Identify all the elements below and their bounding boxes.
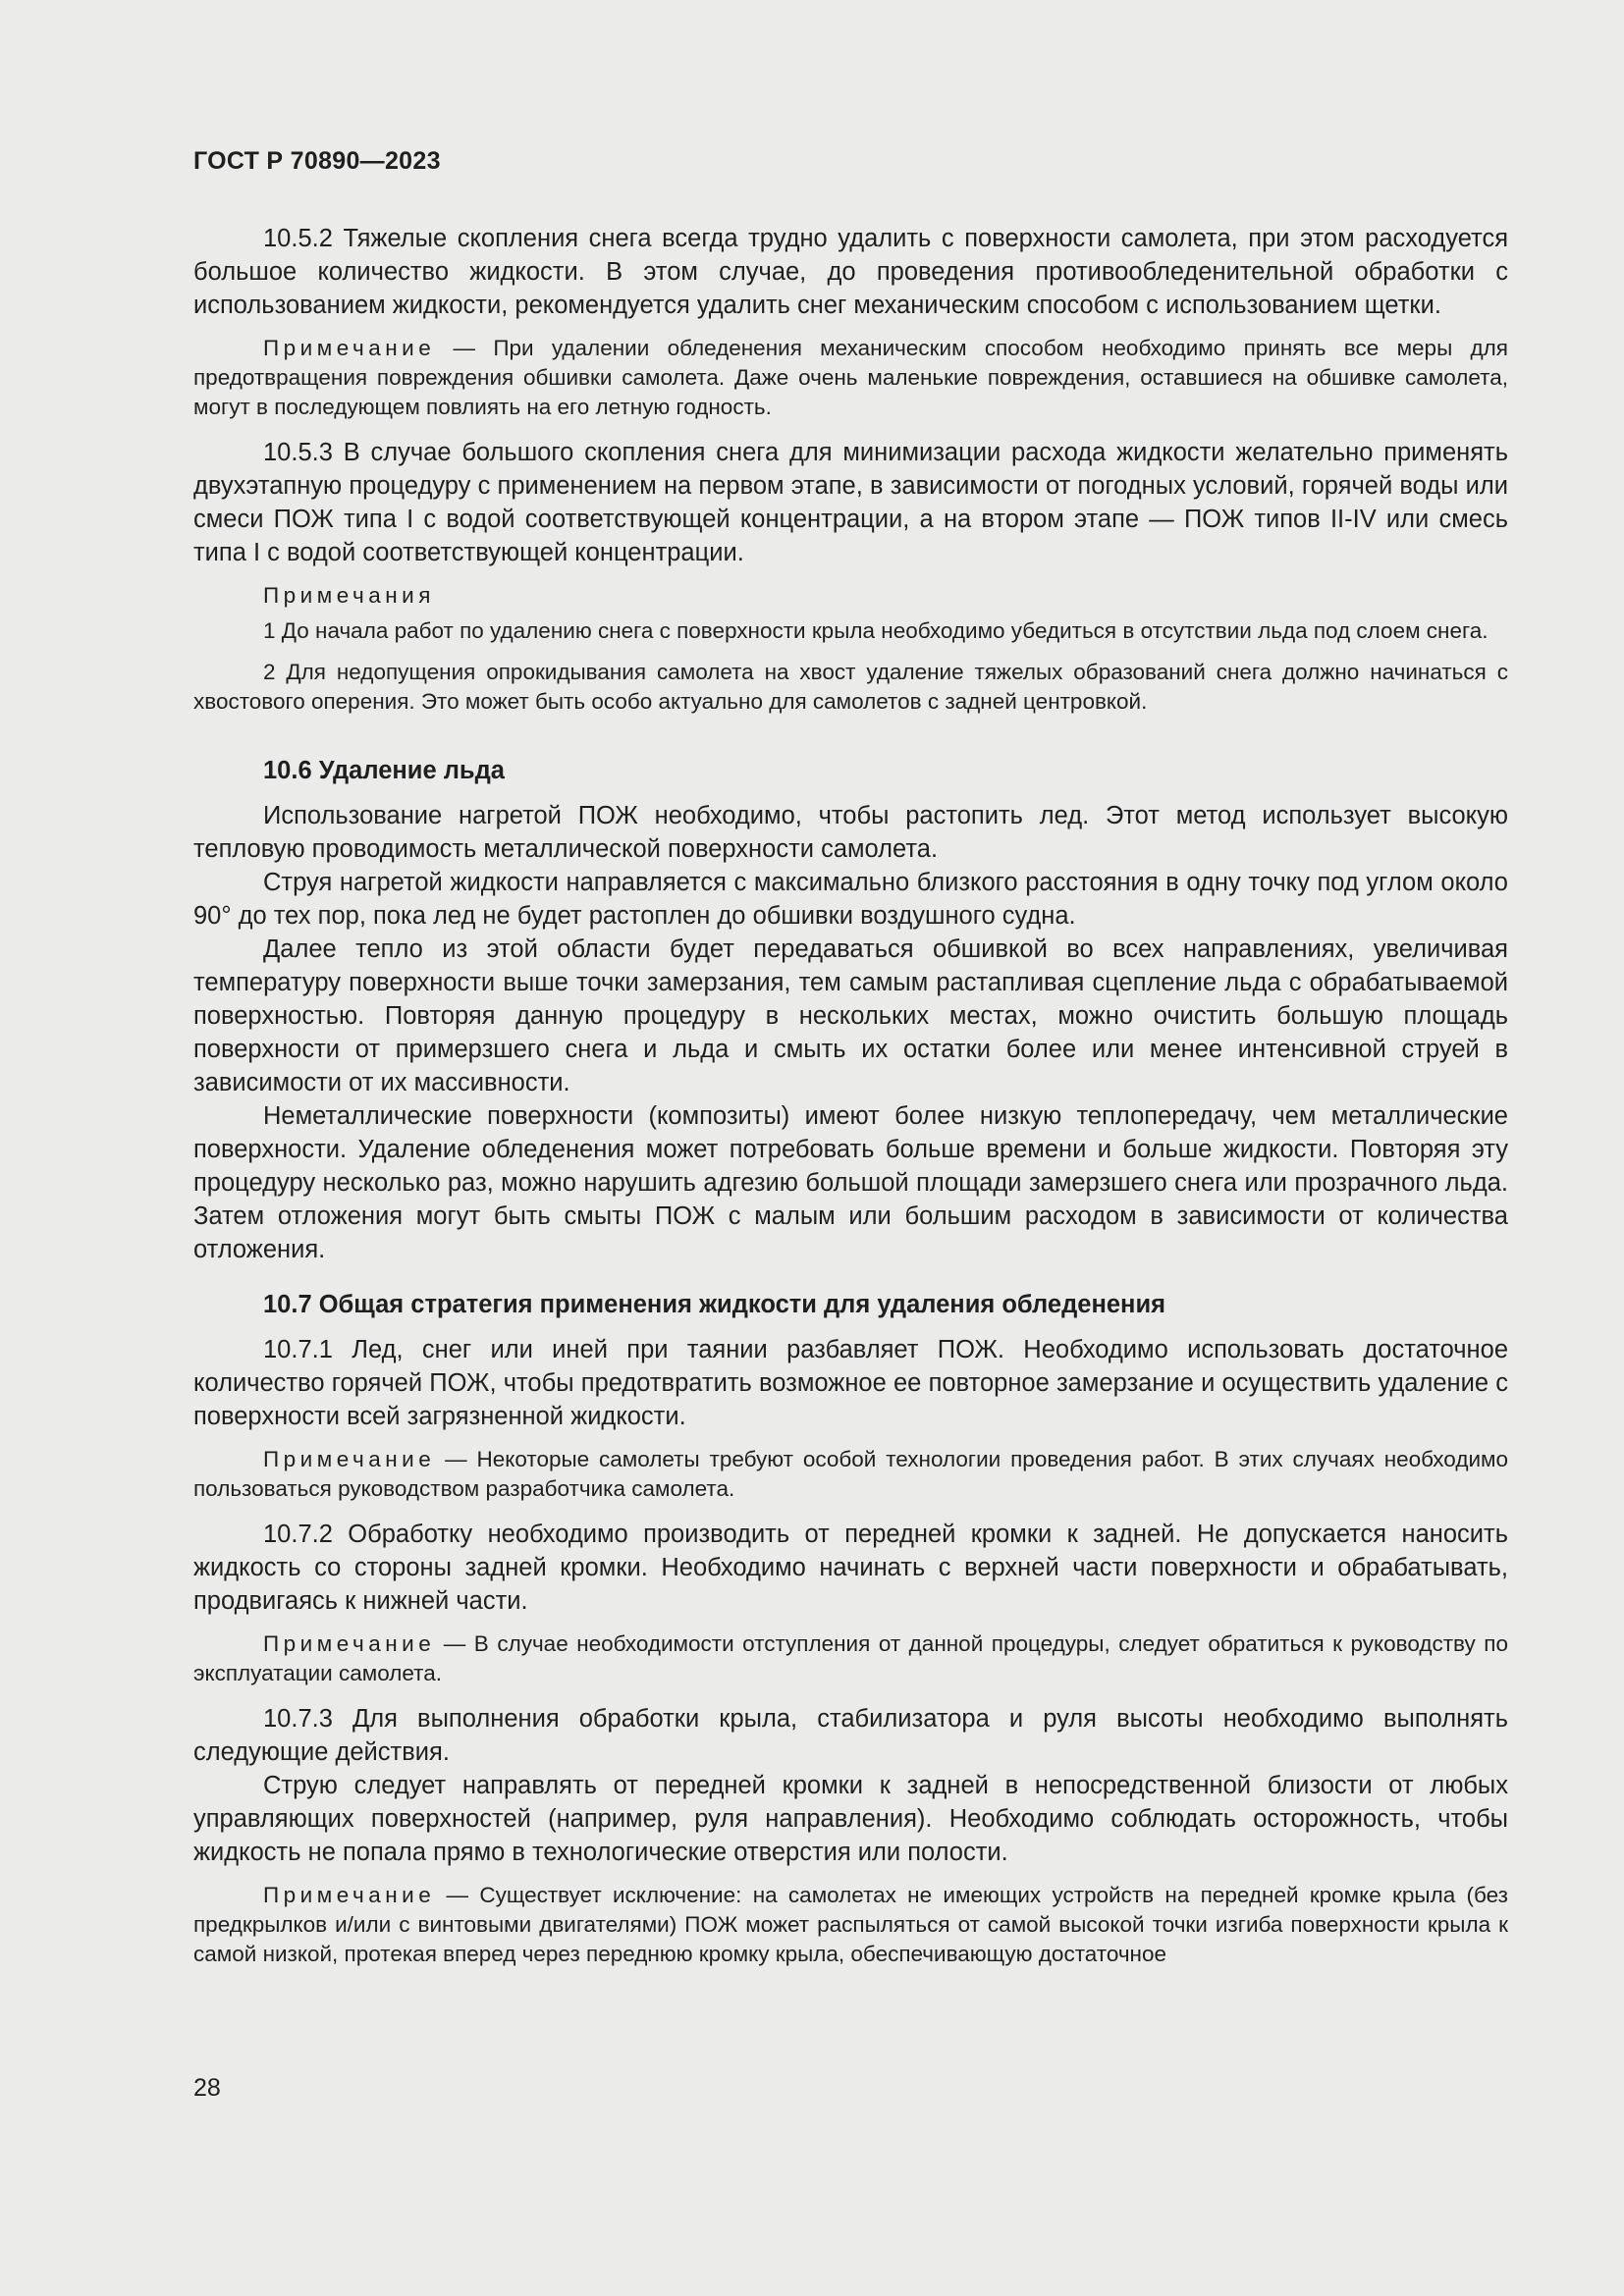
notes-heading: [193, 581, 1508, 611]
paragraph-10-5-3: 10.5.3 В случае большого скопления снега для минимизации расхода жидкости желательно применять двухэтапную процедуру с применением на первом этапе, в зависимости от погодных условий, горячей воды или смеси ПОЖ типа I с водой соответствующей концентрации, а на втором этапе — ПОЖ типов II-IV или смесь типа I с водой соответствующей концентрации.: [193, 439, 1508, 566]
paragraph-10-7-3: 10.7.3 Для выполнения обработки крыла, стабилизатора и руля высоты необходимо выполнять следующие действия.: [193, 1705, 1508, 1766]
note-text: — Некоторые самолеты требуют особой технологии проведения работ. В этих случаях необходимо пользоваться руководством разработчика самолета.: [193, 1447, 1508, 1501]
note-label: Примечание: [263, 1883, 436, 1907]
paragraph-10-6-4: Неметаллические поверхности (композиты) имеют более низкую теплопередачу, чем металлические поверхности. Удаление обледенения может потребовать больше времени и больше жидкости. Повторяя эту процедуру несколько раз, можно нарушить адгезию большой площади замерзшего снега или прозрачного льда. Затем отложения могут быть смыты ПОЖ с малым или большим расходом в зависимости от количества отложения.: [193, 1102, 1508, 1263]
note-label: Примечание: [263, 336, 436, 360]
paragraph-10-6-1: Использование нагретой ПОЖ необходимо, чтобы растопить лед. Этот метод использует высокую тепловую проводимость металлической поверхности самолета.: [193, 802, 1508, 863]
note-item-1: 1 До начала работ по удалению снега с поверхности крыла необходимо убедиться в отсутствии льда под слоем снега.: [263, 618, 1489, 643]
note-text: — При удалении обледенения механическим способом необходимо принять все меры для предотвращения повреждения обшивки самолета. Даже очень маленькие повреждения, оставшиеся на обшивке самолета, могут в последующем повлиять на его летную годность.: [193, 336, 1508, 419]
note-10-7-2: [193, 1629, 1508, 1688]
note-10-7-3: [193, 1881, 1508, 1969]
section-title-10-6: 10.6 Удаление льда: [263, 757, 505, 784]
page-body: [193, 222, 1508, 1969]
paragraph-10-7-2: 10.7.2 Обработку необходимо производить от передней кромки к задней. Не допускается наносить жидкость со стороны задней кромки. Необходимо начинать с верхней части поверхности и обрабатывать, продвигаясь к нижней части.: [193, 1521, 1508, 1615]
note-item-2: 2 Для недопущения опрокидывания самолета на хвост удаление тяжелых образований снега должно начинаться с хвостового оперения. Это может быть особо актуально для самолетов с задней центровкой.: [193, 660, 1508, 714]
page-number: 28: [193, 2074, 221, 2102]
paragraph-10-6-3: Далее тепло из этой области будет передаваться обшивкой во всех направлениях, увеличивая температуру поверхности выше точки замерзания, тем самым растапливая сцепление льда с обрабатываемой поверхностью. Повторяя данную процедуру в нескольких местах, можно очистить большую площадь поверхности от примерзшего снега и льда и смыть их остатки более или менее интенсивной струей в зависимости от их массивности.: [193, 935, 1508, 1096]
note-10-7-1: [193, 1445, 1508, 1504]
note-text: — Существует исключение: на самолетах не имеющих устройств на передней кромке крыла (без предкрылков и/или с винтовыми двигателями) ПОЖ может распыляться от самой высокой точки изгиба поверхности крыла к самой низкой, протекая вперед через переднюю кромку крыла, обеспечивающую достаточное: [193, 1883, 1508, 1966]
note-label: Примечание: [263, 1631, 436, 1656]
section-title-10-7: 10.7 Общая стратегия применения жидкости для удаления обледенения: [263, 1291, 1165, 1318]
note-label: Примечание: [263, 1447, 436, 1471]
paragraph-10-6-2: Струя нагретой жидкости направляется с максимально близкого расстояния в одну точку под углом около 90° до тех пор, пока лед не будет растоплен до обшивки воздушного судна.: [193, 869, 1508, 930]
paragraph-10-7-1: 10.7.1 Лед, снег или иней при таянии разбавляет ПОЖ. Необходимо использовать достаточное количество горячей ПОЖ, чтобы предотвратить возможное ее повторное замерзание и осуществить удаление с поверхности всей загрязненной жидкости.: [193, 1336, 1508, 1430]
note-10-5-2: [193, 334, 1508, 422]
paragraph-10-7-3-b: Струю следует направлять от передней кромки к задней в непосредственной близости от любых управляющих поверхностей (например, руля направления). Необходимо соблюдать осторожность, чтобы жидкость не попала прямо в технологические отверстия или полости.: [193, 1772, 1508, 1866]
paragraph-10-5-2: 10.5.2 Тяжелые скопления снега всегда трудно удалить с поверхности самолета, при этом расходуется большое количество жидкости. В этом случае, до проведения противообледенительной обработки с использованием жидкости, рекомендуется удалить снег механическим способом с использованием щетки.: [193, 225, 1508, 319]
note-text: — В случае необходимости отступления от данной процедуры, следует обратиться к руководству по эксплуатации самолета.: [193, 1631, 1508, 1685]
document-header: ГОСТ Р 70890—2023: [193, 147, 441, 175]
notes-label: Примечания: [263, 583, 435, 608]
